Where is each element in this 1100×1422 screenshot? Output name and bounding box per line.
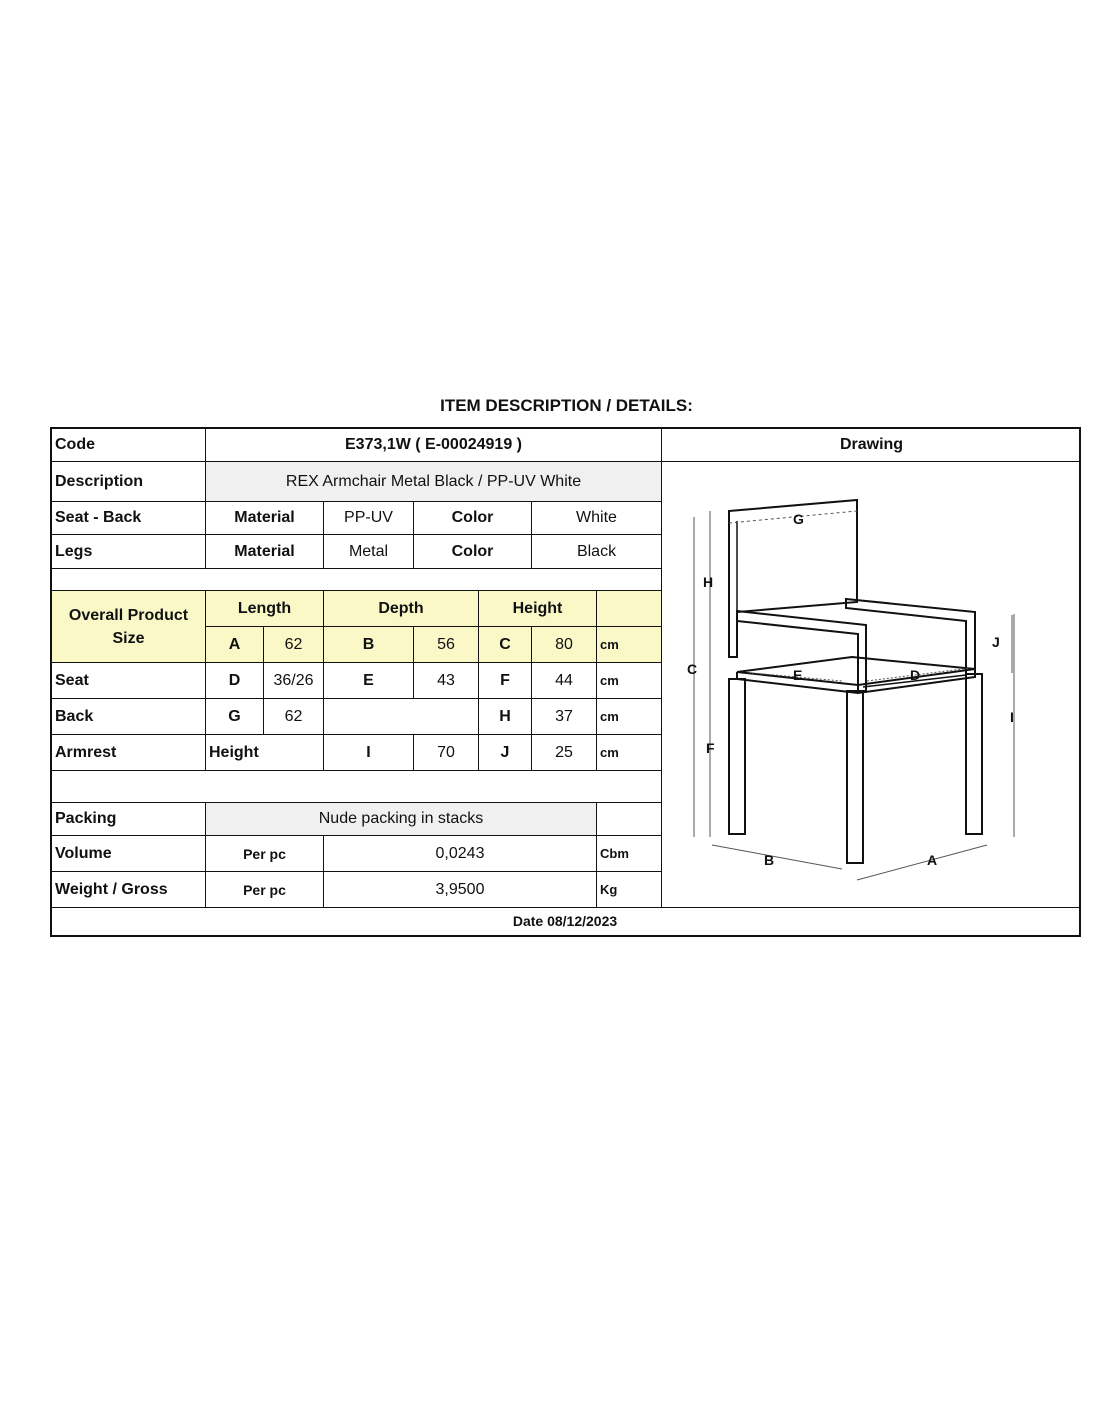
height-label: Height — [479, 591, 597, 627]
e-key: E — [324, 663, 414, 699]
seat-back-material-label: Material — [206, 502, 324, 535]
weight-value: 3,9500 — [324, 872, 597, 908]
volume-value: 0,0243 — [324, 836, 597, 872]
drawing-letter-i: I — [1010, 709, 1014, 725]
depth-label: Depth — [324, 591, 479, 627]
packing-value: Nude packing in stacks — [206, 803, 597, 836]
item-details-sheet — [50, 427, 1081, 937]
legs-material: Metal — [324, 535, 414, 569]
drawing-label: Drawing — [662, 429, 1081, 462]
seat-back-color: White — [532, 502, 662, 535]
code-label: Code — [52, 429, 206, 462]
description-label: Description — [52, 462, 206, 502]
chair-seat-front — [737, 669, 975, 693]
drawing-letter-f: F — [706, 740, 715, 756]
j-key: J — [479, 735, 532, 771]
armrest-unit: cm — [597, 735, 662, 771]
legs-material-label: Material — [206, 535, 324, 569]
e-value: 43 — [414, 663, 479, 699]
chair-seat — [737, 657, 975, 685]
date: Date 08/12/2023 — [512, 913, 618, 929]
weight-per: Per pc — [206, 872, 324, 908]
back-unit: cm — [597, 699, 662, 735]
weight-label: Weight / Gross — [52, 872, 206, 908]
overall-unit: cm — [597, 627, 662, 663]
drawing-letter-b: B — [764, 852, 775, 868]
c-value: 80 — [532, 627, 597, 663]
seat-back-material: PP-UV — [324, 502, 414, 535]
drawing-letter-e: E — [793, 667, 803, 683]
chair-back-right-leg — [966, 674, 982, 834]
dim-b-line — [712, 845, 842, 869]
i-value: 70 — [414, 735, 479, 771]
h-key: H — [479, 699, 532, 735]
drawing-letter-c: C — [687, 661, 698, 677]
a-value: 62 — [264, 627, 324, 663]
g-value: 62 — [264, 699, 324, 735]
c-key: C — [479, 627, 532, 663]
drawing-letter-h: H — [703, 574, 714, 590]
legs-label: Legs — [52, 535, 206, 569]
back-label: Back — [52, 699, 206, 735]
overall-size-label: Overall Product Size — [52, 591, 206, 663]
volume-unit: Cbm — [597, 836, 662, 872]
chair-front-right-leg — [847, 691, 863, 863]
packing-label: Packing — [52, 803, 206, 836]
j-value: 25 — [532, 735, 597, 771]
d-value: 36/26 — [264, 663, 324, 699]
b-value: 56 — [414, 627, 479, 663]
drawing-letter-a: A — [927, 852, 938, 868]
legs-color: Black — [532, 535, 662, 569]
seat-back-label: Seat - Back — [52, 502, 206, 535]
seat-back-color-label: Color — [414, 502, 532, 535]
b-key: B — [324, 627, 414, 663]
chair-front-left-leg — [729, 679, 745, 834]
weight-unit: Kg — [597, 872, 662, 908]
drawing-letter-d: D — [910, 667, 921, 683]
document-title: ITEM DESCRIPTION / DETAILS: — [440, 396, 693, 415]
i-key: I — [324, 735, 414, 771]
h-value: 37 — [532, 699, 597, 735]
g-key: G — [206, 699, 264, 735]
volume-per: Per pc — [206, 836, 324, 872]
length-label: Length — [206, 591, 324, 627]
drawing-letter-j: J — [992, 634, 1000, 650]
armrest-label: Armrest — [52, 735, 206, 771]
dim-a-line — [857, 845, 987, 880]
seat-unit: cm — [597, 663, 662, 699]
chair-drawing — [52, 429, 1078, 934]
drawing-letter-g: G — [793, 511, 804, 527]
f-key: F — [479, 663, 532, 699]
code-value: E373,1W ( E-00024919 ) — [206, 429, 662, 462]
legs-color-label: Color — [414, 535, 532, 569]
f-value: 44 — [532, 663, 597, 699]
a-key: A — [206, 627, 264, 663]
description-value: REX Armchair Metal Black / PP-UV White — [206, 462, 662, 502]
armrest-height-label: Height — [206, 735, 324, 771]
volume-label: Volume — [52, 836, 206, 872]
seat-label: Seat — [52, 663, 206, 699]
d-key: D — [206, 663, 264, 699]
